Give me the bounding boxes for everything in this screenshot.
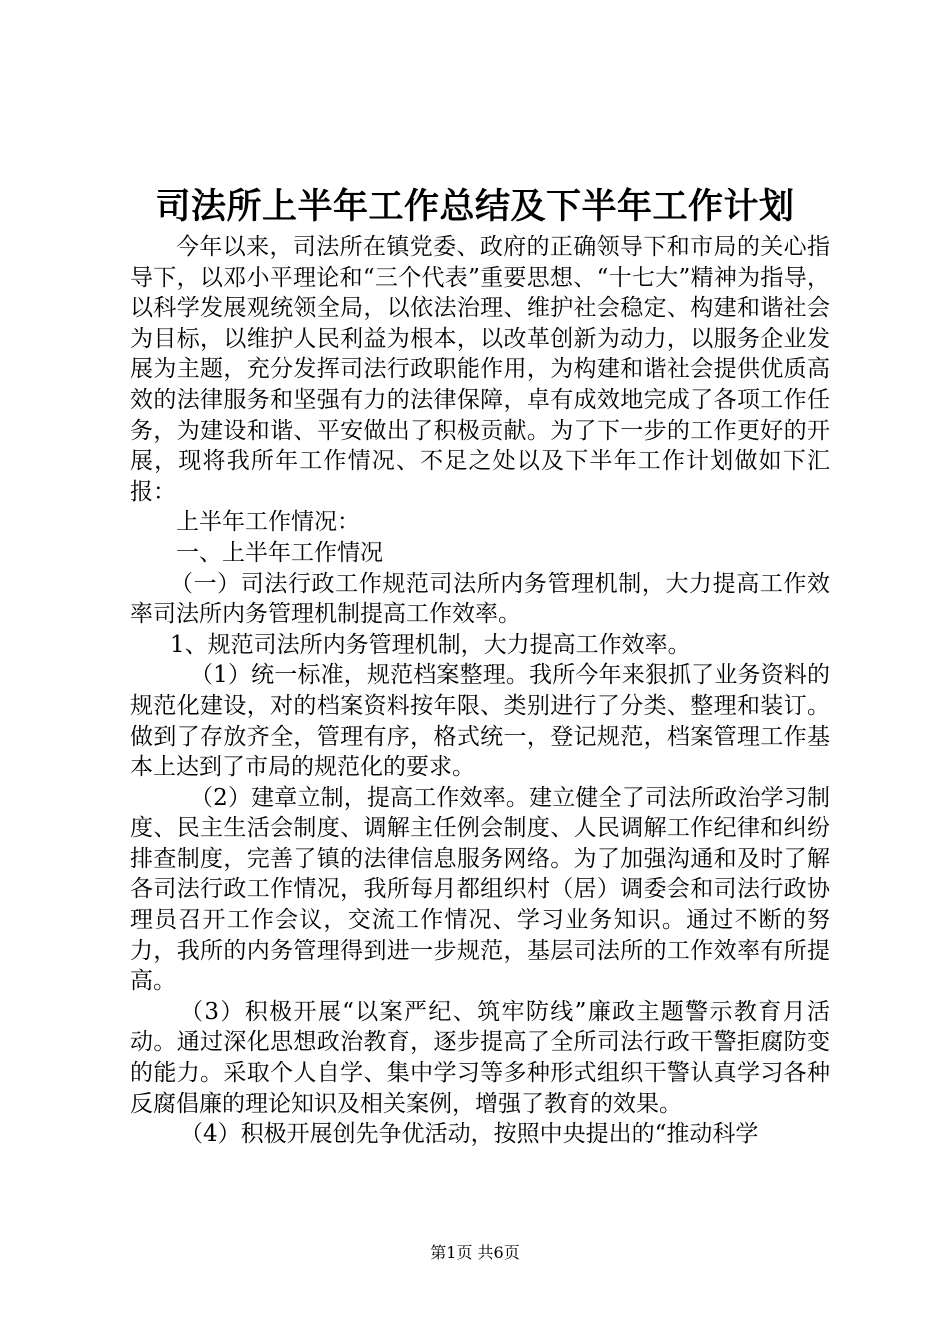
document-body [130,232,830,1150]
subsection-heading-1: （一）司法行政工作规范司法所内务管理机制，大力提高工作效率司法所内务管理机制提高工作效率。 [130,570,830,628]
sub-item-paragraph-3: （3）积极开展“以案严纪、筑牢防线”廉政主题警示教育月活动。通过深化思想政治教育，逐步提高了全所司法行政干警拒腐防变的能力。采取个人自学、集中学习等多种形式组织干警认真学习各种反腐倡廉的理论知识及相关案例，增强了教育的效果。 [130,998,830,1117]
sub-item-paragraph-1: （1）统一标准，规范档案整理。我所今年来狠抓了业务资料的规范化建设，对的档案资料按年限、类别进行了分类、整理和装订。做到了存放齐全，管理有序，格式统一，登记规范，档案管理工作基本上达到了市局的规范化的要求。 [130,662,830,781]
sub-item-paragraph-4: （4）积极开展创先争优活动，按照中央提出的“推动科学 [180,1121,759,1148]
intro-paragraph: 今年以来，司法所在镇党委、政府的正确领导下和市局的关心指导下，以邓小平理论和“三个代表”重要思想、“十七大”精神为指导，以科学发展观统领全局，以依法治理、维护社会稳定、构建和谐社会为目标，以维护人民利益为根本，以改革创新为动力，以服务企业发展为主题，充分发挥司法行政职能作用，为构建和谐社会提供优质高效的法律服务和坚强有力的法律保障，卓有成效地完成了各项工作任务，为建设和谐、平安做出了积极贡献。为了下一步的工作更好的开展，现将我所年工作情况、不足之处以及下半年工作计划做如下汇报： [130,234,830,505]
section-heading-1: 一、上半年工作情况 [176,539,383,566]
sub-item-paragraph-2: （2）建章立制，提高工作效率。建立健全了司法所政治学习制度、民主生活会制度、调解主任例会制度、人民调解工作纪律和纠纷排查制度，完善了镇的法律信息服务网络。为了加强沟通和及时了解各司法行政工作情况，我所每月都组织村（居）调委会和司法行政协理员召开工作会议，交流工作情况、学习业务知识。通过不断的努力，我所的内务管理得到进一步规范，基层司法所的工作效率有所提高。 [130,784,830,995]
section-label-paragraph: 上半年工作情况： [176,509,360,536]
page-footer: 第1页 共6页 [430,1243,520,1262]
document-title: 司法所上半年工作总结及下半年工作计划 [155,186,795,227]
item-heading-1: 1、规范司法所内务管理机制，大力提高工作效率。 [170,631,691,658]
